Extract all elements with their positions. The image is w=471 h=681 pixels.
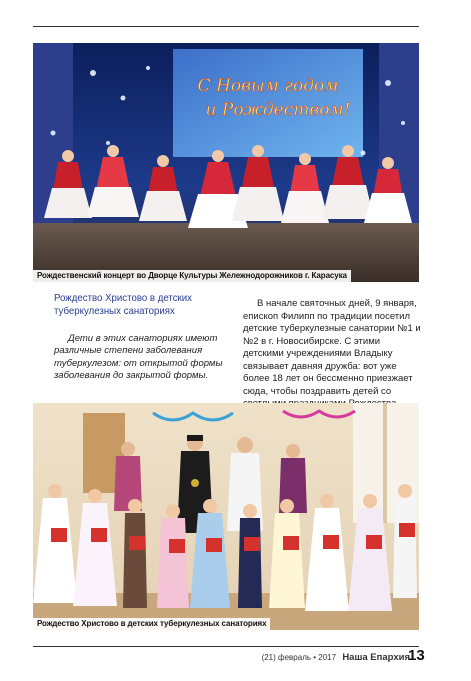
article-body-text: В начале святочных дней, 9 января, епископ Филипп по традиции посетил детские туберкулезные санатории №1 и №2 в г. Новосибирске. С этими детскими учреждениями Владыку связывает давняя дружба: вот уже более 18 лет он бессменно приезжает сюда, чтобы поздравить детей со bbox=[243, 298, 421, 397]
article-lead-text: Дети в этих санаториях имеют различные степени заболевания туберкулезом: от открытой формы заболевания до закрытой формы. bbox=[54, 333, 223, 382]
page-footer bbox=[262, 652, 410, 663]
top-rule bbox=[33, 26, 419, 27]
screen-greeting-line1: С Новым годом bbox=[197, 76, 339, 96]
concert-photo bbox=[33, 43, 419, 282]
sanatorium-photo-image bbox=[33, 403, 419, 630]
article-lead bbox=[54, 333, 229, 383]
screen-greeting-line2: и Рождеством! bbox=[205, 100, 351, 120]
publication-name: Наша Епархия bbox=[342, 652, 410, 663]
concert-photo-caption: Рождественский концерт во Дворце Культуры Жележнодорожников г. Карасука bbox=[33, 270, 351, 282]
concert-photo-image bbox=[33, 43, 419, 282]
bottom-rule bbox=[33, 646, 419, 647]
sanatorium-photo-caption: Рождество Христово в детских туберкулезных санаториях bbox=[33, 618, 270, 630]
issue-info: (21) февраль • 2017 bbox=[261, 653, 337, 662]
article-heading: Рождество Христово в детских туберкулезных санаториях bbox=[54, 292, 192, 317]
page-number: 13 bbox=[408, 647, 425, 664]
sanatorium-photo bbox=[33, 403, 419, 630]
